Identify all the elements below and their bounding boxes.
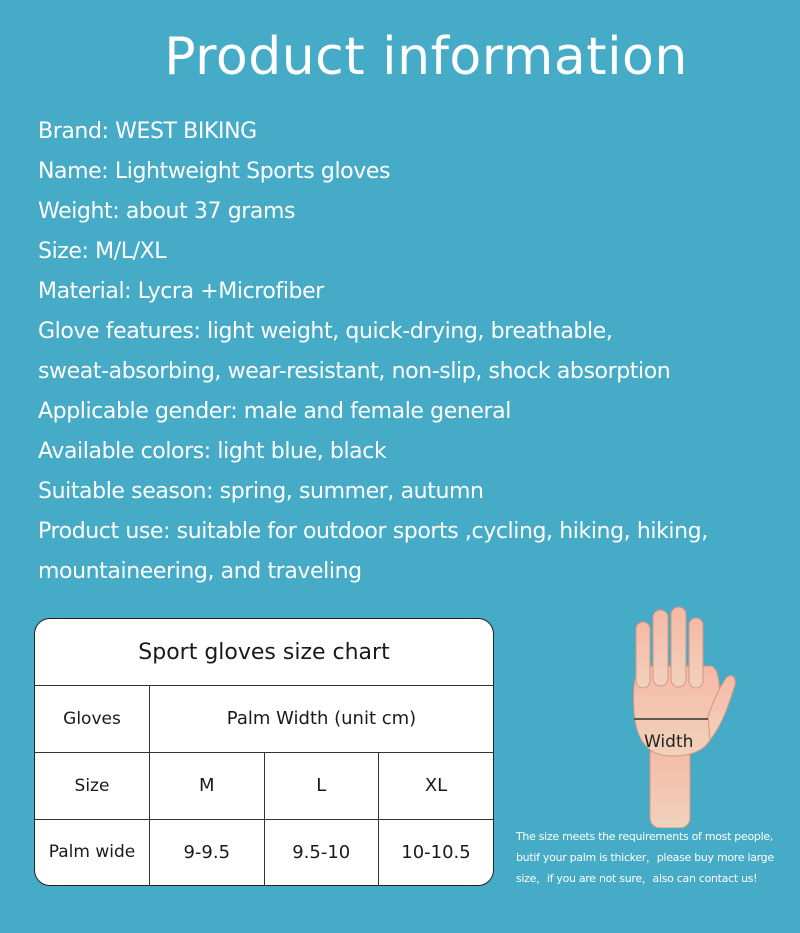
size-row-label: Size — [35, 752, 150, 819]
info-season: Suitable season: spring, summer, autumn — [38, 479, 484, 504]
palm-width-header: Palm Width (unit cm) — [150, 686, 494, 753]
info-use-cont: mountaineering, and traveling — [38, 559, 362, 584]
info-gender: Applicable gender: male and female general — [38, 399, 511, 424]
size-note — [516, 826, 798, 889]
palm-l: 9.5-10 — [264, 819, 379, 885]
size-note-line: size，if you are not sure，also can contact us! — [516, 872, 758, 885]
product-info-list — [38, 112, 778, 592]
size-xl: XL — [379, 752, 494, 819]
palm-xl: 10-10.5 — [379, 819, 494, 885]
info-use: Product use: suitable for outdoor sports ,cycling, hiking, hiking, — [38, 519, 708, 544]
gloves-header: Gloves — [35, 686, 150, 753]
info-name: Name: Lightweight Sports gloves — [38, 159, 391, 184]
size-m: M — [150, 752, 265, 819]
info-brand: Brand: WEST BIKING — [38, 119, 257, 144]
info-features: Glove features: light weight, quick-drying, breathable, — [38, 319, 613, 344]
size-chart-caption: Sport gloves size chart — [35, 619, 493, 686]
size-note-line: butif your palm is thicker，please buy more large — [516, 851, 774, 864]
info-colors: Available colors: light blue, black — [38, 439, 387, 464]
info-features-cont: sweat-absorbing, wear-resistant, non-slip, shock absorption — [38, 359, 671, 384]
size-note-line: The size meets the requirements of most people, — [516, 830, 773, 843]
info-weight: Weight: about 37 grams — [38, 199, 296, 224]
palm-row-label: Palm wide — [35, 819, 150, 885]
page-title: Product information — [164, 27, 688, 87]
size-chart-table — [34, 618, 494, 886]
info-material: Material: Lycra +Microfiber — [38, 279, 324, 304]
size-l: L — [264, 752, 379, 819]
info-size: Size: M/L/XL — [38, 239, 167, 264]
hand-illustration — [612, 604, 740, 828]
hand-width-label: Width — [644, 732, 694, 752]
palm-m: 9-9.5 — [150, 819, 265, 885]
